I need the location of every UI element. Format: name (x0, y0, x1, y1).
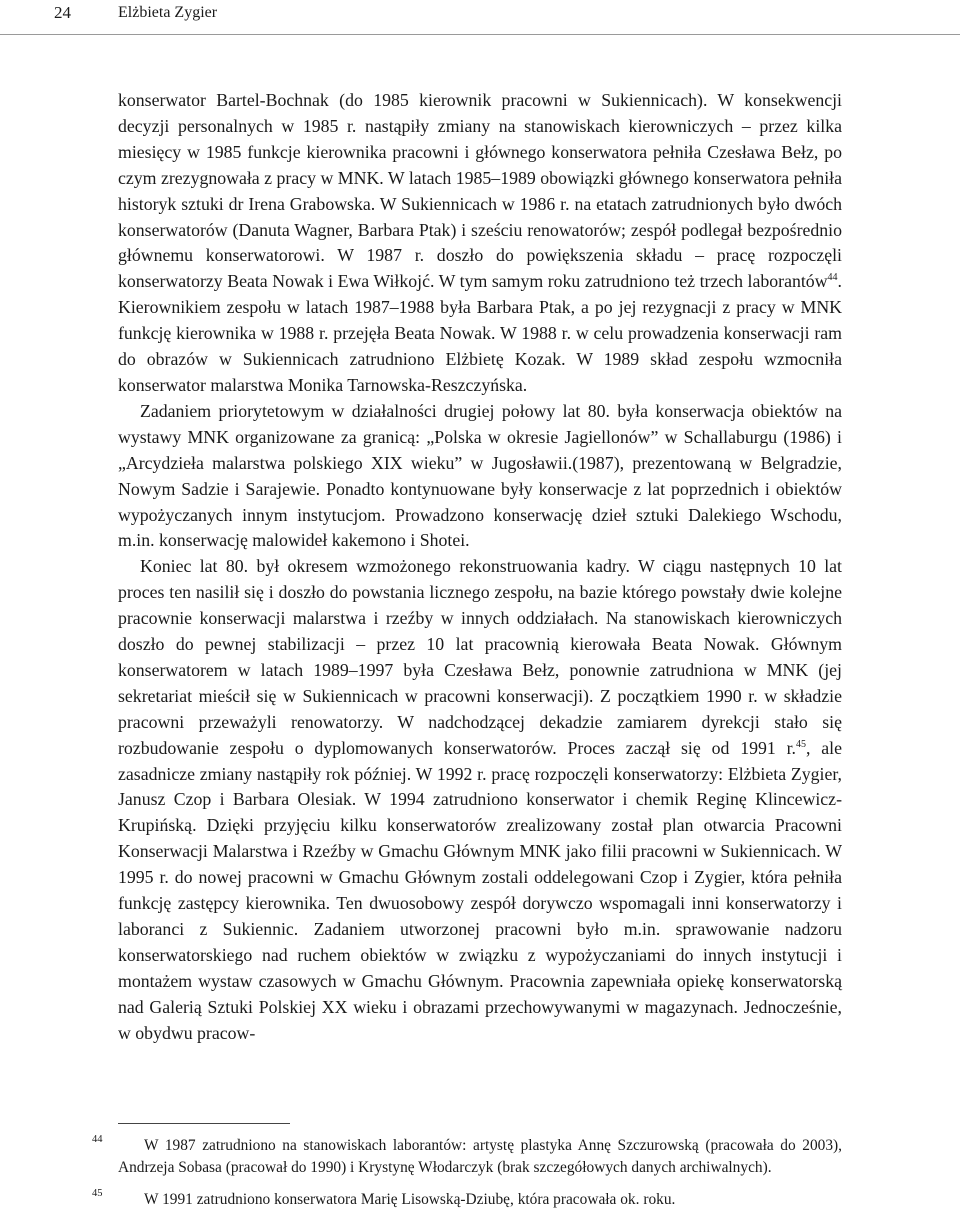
paragraph-text: Koniec lat 80. był okresem wzmożonego rekonstruowania kadry. W ciągu następnych 10 lat proces ten nasilił się i doszło do powstania licznego zespołu, na bazie którego powstały dwie kolejne pracownie konserwacji malarstwa i rzeźby w innych oddziałach. Na stanowiskach kierowniczych doszło do pewnej stabilizacji – przez 10 lat pracownią kierowała Beata Nowak. Głównym konserwatorem w latach 1989–1997 była Czesława Bełz, ponownie zatrudniona w MNK (jej sekretariat mieścił się w Sukiennicach w pracowni konserwacji). Z początkiem 1990 r. w składzie pracowni przeważyli renowatorzy. W nadchodzącej dekadzie zamiarem dyrekcji stało się rozbudowanie zespołu o dyplomowanych konserwatorów. Proces zaczął się od 1991 r. (118, 556, 842, 758)
paragraph-text: konserwator Bartel-Bochnak (do 1985 kierownik pracowni w Sukiennicach). W konsekwencji decyzji personalnych w 1985 r. nastąpiły zmiany na stanowiskach kierowniczych – przez kilka miesięcy w 1985 funkcje kierownika pracowni i głównego konserwatora pełniła Czesława Bełz, po czym zrezygnowała z pracy w MNK. W latach 1985–1989 obowiązki głównego konserwatora pełniła historyk sztuki dr Irena Grabowska. W Sukiennicach w 1986 r. na etatach zatrudnionych było dwóch konserwatorów (Danuta Wagner, Barbara Ptak) i sześciu renowatorów; zespół podlegał bezpośrednio głównemu konserwatorowi. W 1987 r. doszło do powiększenia składu – pracę rozpoczęli konserwatorzy Beata Nowak i Ewa Wiłkojć. W tym samym roku zatrudniono też trzech laborantów (118, 90, 842, 292)
main-text (118, 88, 842, 1047)
footnote (92, 1134, 842, 1178)
footnote-reference: 45 (795, 738, 806, 750)
footnote-reference: 44 (827, 272, 838, 284)
footnote-separator (118, 1123, 290, 1124)
footnote-text: W 1991 zatrudniono konserwatora Marię Lisowską-Dziubę, która pracowała ok. roku. (144, 1191, 676, 1208)
footnote-text: W 1987 zatrudniono na stanowiskach laborantów: artystę plastyka Annę Szczurowską (pracowała do 2003), Andrzeja Sobasa (pracował do 1990) i Krystynę Włodarczyk (brak szczegółowych danych archiwalnych). (118, 1137, 842, 1176)
paragraph-text: , ale zasadnicze zmiany nastąpiły rok później. W 1992 r. pracę rozpoczęli konserwatorzy: Elżbieta Zygier, Janusz Czop i Barbara Olesiak. W 1994 zatrudniono konserwator i chemik Reginę Klincewicz-Krupińską. Dzięki przyjęciu kilku konserwatorów zrealizowany został plan otwarcia Pracowni Konserwacji Malarstwa i Rzeźby w Gmachu Głównym MNK jako filii pracowni w Sukiennicach. W 1995 r. do nowej pracowni w Gmachu Głównym zostali oddelegowani Czop i Zygier, która pełniła funkcję zastępcy kierownika. Ten dwuosobowy zespół dorywczo wspomagali inni konserwatorzy i laboranci z Sukiennic. Zadaniem utworzonej pracowni było m.in. sprawowanie nadzoru konserwatorskiego nad ruchem obiektów w związku z wypożyczaniami do innych instytucji i montażem wystaw czasowych w Gmachu Głównym. Pracownia zapewniała opiekę konserwatorską nad Galerią Sztuki Polskiej XX wieku i obrazami przechowywanymi w magazynach. Jednocześnie, w obydwu pracow- (118, 737, 842, 1043)
footnote-number: 44 (92, 1134, 103, 1145)
footnotes (92, 1134, 842, 1222)
running-title-author: Elżbieta Zygier (118, 4, 218, 21)
footnote-number: 45 (92, 1188, 103, 1199)
paragraph (118, 554, 842, 1046)
page-number: 24 (54, 3, 71, 22)
footnote (92, 1188, 842, 1211)
paragraph (118, 88, 842, 399)
paragraph-text: . Kierownikiem zespołu w latach 1987–1988 była Barbara Ptak, a po jej rezygnacji z pracy w MNK funkcję kierownika w 1988 r. przejęła Beata Nowak. W 1988 r. w celu prowadzenia konserwacji ram do obrazów w Sukiennicach zatrudniono Elżbietę Kozak. W 1989 skład zespołu wzmocniła konserwator malarstwa Monika Tarnowska-Reszczyńska. (118, 271, 842, 395)
paragraph: Zadaniem priorytetowym w działalności drugiej połowy lat 80. była konserwacja obiektów na wystawy MNK organizowane za granicą: „Polska w okresie Jagiellonów” w Schallaburgu (1986) i „Arcydzieła malarstwa polskiego XIX wieku” w Jugosławii.(1987), prezentowaną w Belgradzie, Nowym Sadzie i Sarajewie. Ponadto kontynuowane były konserwacje z lat poprzednich i obiektów wypożyczanych innym instytucjom. Prowadzono konserwację dzieł sztuki Dalekiego Wschodu, m.in. konserwację malowideł kakemono i Shotei. (118, 400, 842, 551)
running-head (0, 0, 960, 35)
